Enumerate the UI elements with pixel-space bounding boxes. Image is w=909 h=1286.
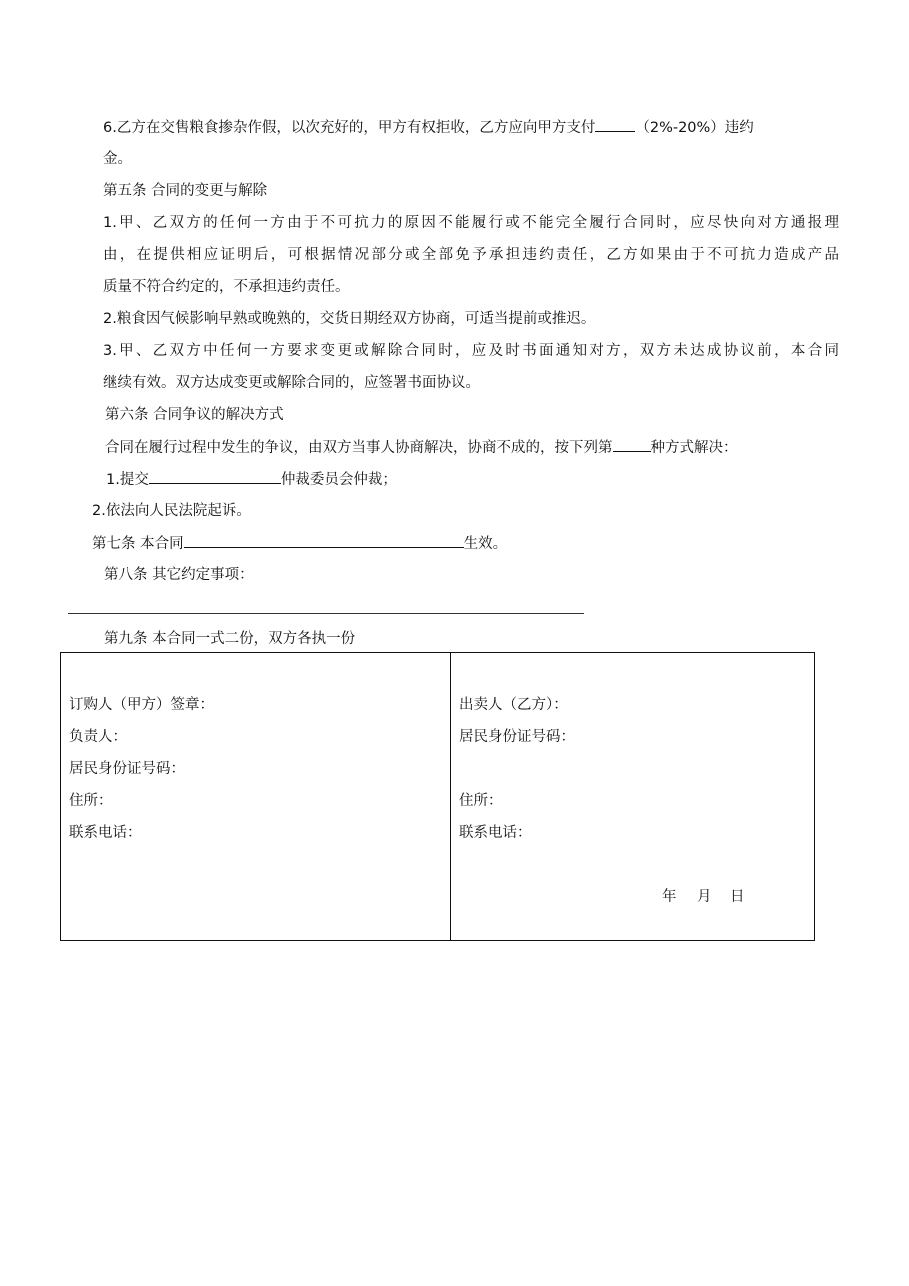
clause6-item1	[106, 469, 397, 490]
clause7-after: 生效。	[463, 536, 508, 552]
seller-name-label: 出卖人（乙方）：	[459, 697, 568, 713]
clause4-item6-text-after: （2%-20%）违约	[635, 120, 754, 136]
clause6-intro-before: 合同在履行过程中发生的争议，由双方当事人协商解决，协商不成的，按下列第	[105, 440, 613, 456]
signature-table-divider	[450, 653, 451, 940]
clause7	[92, 533, 507, 554]
buyer-responsible-label: 负责人：	[69, 729, 127, 745]
effective-condition-blank	[184, 533, 464, 548]
clause4-item6-line2: 金。	[103, 151, 132, 167]
seller-phone-label: 联系电话：	[459, 825, 532, 841]
clause4-item6-line1	[103, 117, 754, 138]
clause6-intro-after: 种方式解决：	[650, 440, 738, 456]
buyer-phone-label: 联系电话：	[69, 825, 142, 841]
clause5-title: 第五条 合同的变更与解除	[103, 183, 268, 199]
clause6-item1-before: 1.提交	[106, 472, 149, 488]
signature-table	[60, 652, 815, 941]
clause5-item3-line1: 3.甲、乙双方中任何一方要求变更或解除合同时，应及时书面通知对方，双方未达成协议前，本合同	[103, 343, 839, 359]
date-day-label: 日	[730, 889, 745, 905]
buyer-id-number-label: 居民身份证号码：	[69, 761, 185, 777]
clause4-item6-text-before: 6.乙方在交售粮食掺杂作假，以次充好的，甲方有权拒收，乙方应向甲方支付	[103, 120, 596, 136]
clause5-item1-line2: 由，在提供相应证明后，可根据情况部分或全部免予承担违约责任，乙方如果由于不可抗力造成产品	[103, 247, 839, 263]
arbitration-committee-blank	[149, 469, 281, 484]
buyer-address-label: 住所：	[69, 793, 113, 809]
method-number-blank	[613, 437, 651, 452]
penalty-rate-blank	[595, 117, 635, 132]
buyer-seal-label: 订购人（甲方）签章：	[69, 697, 214, 713]
date-month-label: 月	[697, 889, 712, 905]
other-matters-blank-line	[68, 613, 584, 614]
clause6-item1-after: 仲裁委员会仲裁；	[280, 472, 397, 488]
clause8-title: 第八条 其它约定事项：	[104, 567, 254, 583]
seller-id-number-label: 居民身份证号码：	[459, 729, 575, 745]
clause6-intro	[105, 437, 738, 458]
clause6-title: 第六条 合同争议的解决方式	[105, 407, 284, 423]
clause6-item2: 2.依法向人民法院起诉。	[92, 503, 251, 519]
clause5-item3-line2: 继续有效。双方达成变更或解除合同的，应签署书面协议。	[103, 375, 480, 391]
date-year-label: 年	[662, 889, 677, 905]
clause5-item1-line1: 1.甲、乙双方的任何一方由于不可抗力的原因不能履行或不能完全履行合同时，应尽快向对方通报理	[103, 215, 839, 231]
clause5-item2: 2.粮食因气候影响早熟或晚熟的，交货日期经双方协商，可适当提前或推迟。	[103, 311, 596, 327]
clause9-title: 第九条 本合同一式二份，双方各执一份	[104, 631, 356, 647]
clause5-item1-line3: 质量不符合约定的，不承担违约责任。	[103, 279, 350, 295]
seller-address-label: 住所：	[459, 793, 503, 809]
clause7-before: 第七条 本合同	[92, 536, 184, 552]
